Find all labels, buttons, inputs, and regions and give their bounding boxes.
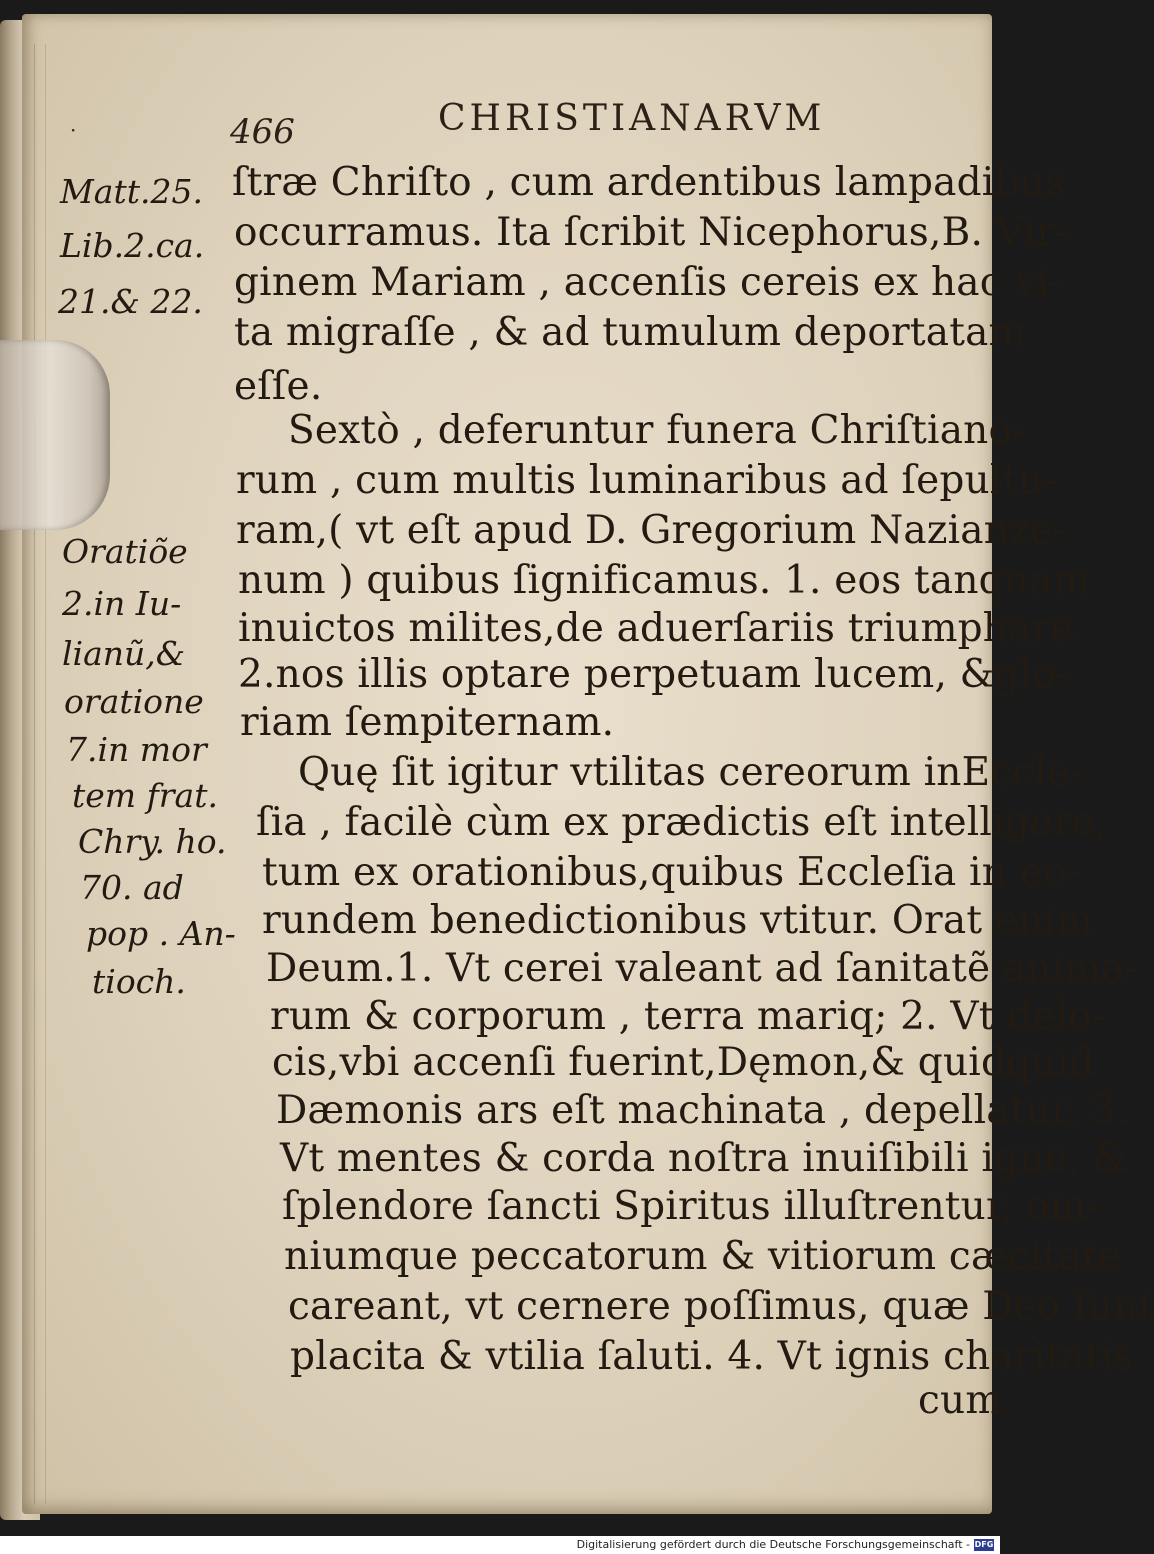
margin-note: 7.in mor xyxy=(66,730,207,769)
body-line: ta migraſſe , & ad tumulum deportatam xyxy=(234,310,1026,355)
body-line: Sextò , deferuntur funera Chriſtiano- xyxy=(288,408,1026,453)
body-line: cis,vbi accenſi fuerint,Dęmon,& quidquid xyxy=(272,1040,1095,1085)
dfg-logo-icon: DFG xyxy=(974,1540,994,1549)
body-line: ram,( vt eſt apud D. Gregorium Nazianze- xyxy=(236,508,1067,553)
margin-note: tioch. xyxy=(92,962,186,1001)
margin-note: tem frat. xyxy=(72,776,218,815)
page-number: 466 xyxy=(230,112,295,152)
body-line: rundem benedictionibus vtitur. Orat enim xyxy=(262,898,1094,943)
body-line: riam ſempiternam. xyxy=(240,700,615,745)
body-line: rum & corporum , terra mariq; 2. Vt delo- xyxy=(270,994,1106,1039)
body-line: eſſe. xyxy=(234,364,323,409)
body-line: ſplendore ſancti Spiritus illuſtrentur, om- xyxy=(282,1184,1100,1229)
body-line: occurramus. Ita ſcribit Nicephorus,B. Vir- xyxy=(234,210,1069,255)
margin-note: 70. ad xyxy=(80,868,184,907)
margin-note: pop . An- xyxy=(86,914,236,953)
header-dot: · xyxy=(70,118,77,142)
body-line: Vt mentes & corda noſtra inuiſibili igne, & xyxy=(280,1136,1128,1181)
body-line: careant, vt cernere poſſimus, quæ Deo ſunt xyxy=(288,1284,1154,1329)
body-line: 2.nos illis optare perpetuam lucem, &glo- xyxy=(238,652,1070,697)
margin-note: 2.in Iu- xyxy=(62,584,182,623)
margin-note: Matt.25. xyxy=(60,172,203,211)
margin-note: Lib.2.ca. xyxy=(60,226,205,265)
margin-note: Oratiõe xyxy=(62,532,188,571)
margin-note: oratione xyxy=(64,682,204,721)
footer-bar xyxy=(0,1536,1000,1554)
body-line: ginem Mariam , accenſis cereis ex hac vi- xyxy=(234,260,1063,305)
catchword: cum xyxy=(918,1378,1003,1423)
body-line: rum , cum multis luminaribus ad ſepultu- xyxy=(236,458,1058,503)
body-line: Quę ſit igitur vtilitas cereorum inEccle- xyxy=(298,750,1084,795)
margin-note: 21.& 22. xyxy=(58,282,203,321)
margin-note: lianũ,& xyxy=(62,634,186,673)
body-line: niumque peccatorum & vitiorum cæcitate xyxy=(284,1234,1121,1279)
body-line: Deum.1. Vt cerei valeant ad ſanitatẽ anima- xyxy=(266,946,1139,991)
body-line: inuictos milites,de aduerſariis triumphare. xyxy=(238,606,1087,651)
body-line: num ) quibus ſignificamus. 1. eos tanquam xyxy=(238,558,1090,603)
body-line: placita & vtilia ſaluti. 4. Vt ignis charitatis xyxy=(290,1334,1134,1379)
running-title: CHRISTIANARVM xyxy=(438,98,826,139)
body-line: ſia , facilè cùm ex prædictis eſt intelligere, xyxy=(256,800,1108,845)
body-line: ſtræ Chriſto , cum ardentibus lampadibus xyxy=(232,160,1066,205)
margin-note: Chry. ho. xyxy=(78,822,227,861)
body-line: tum ex orationibus,quibus Eccleſia in eo- xyxy=(262,850,1080,895)
body-line: Dæmonis ars eſt machinata , depellatur. 3. xyxy=(276,1088,1129,1133)
funding-notice: Digitalisierung gefördert durch die Deutsche Forschungsgemeinschaft - xyxy=(576,1538,970,1551)
